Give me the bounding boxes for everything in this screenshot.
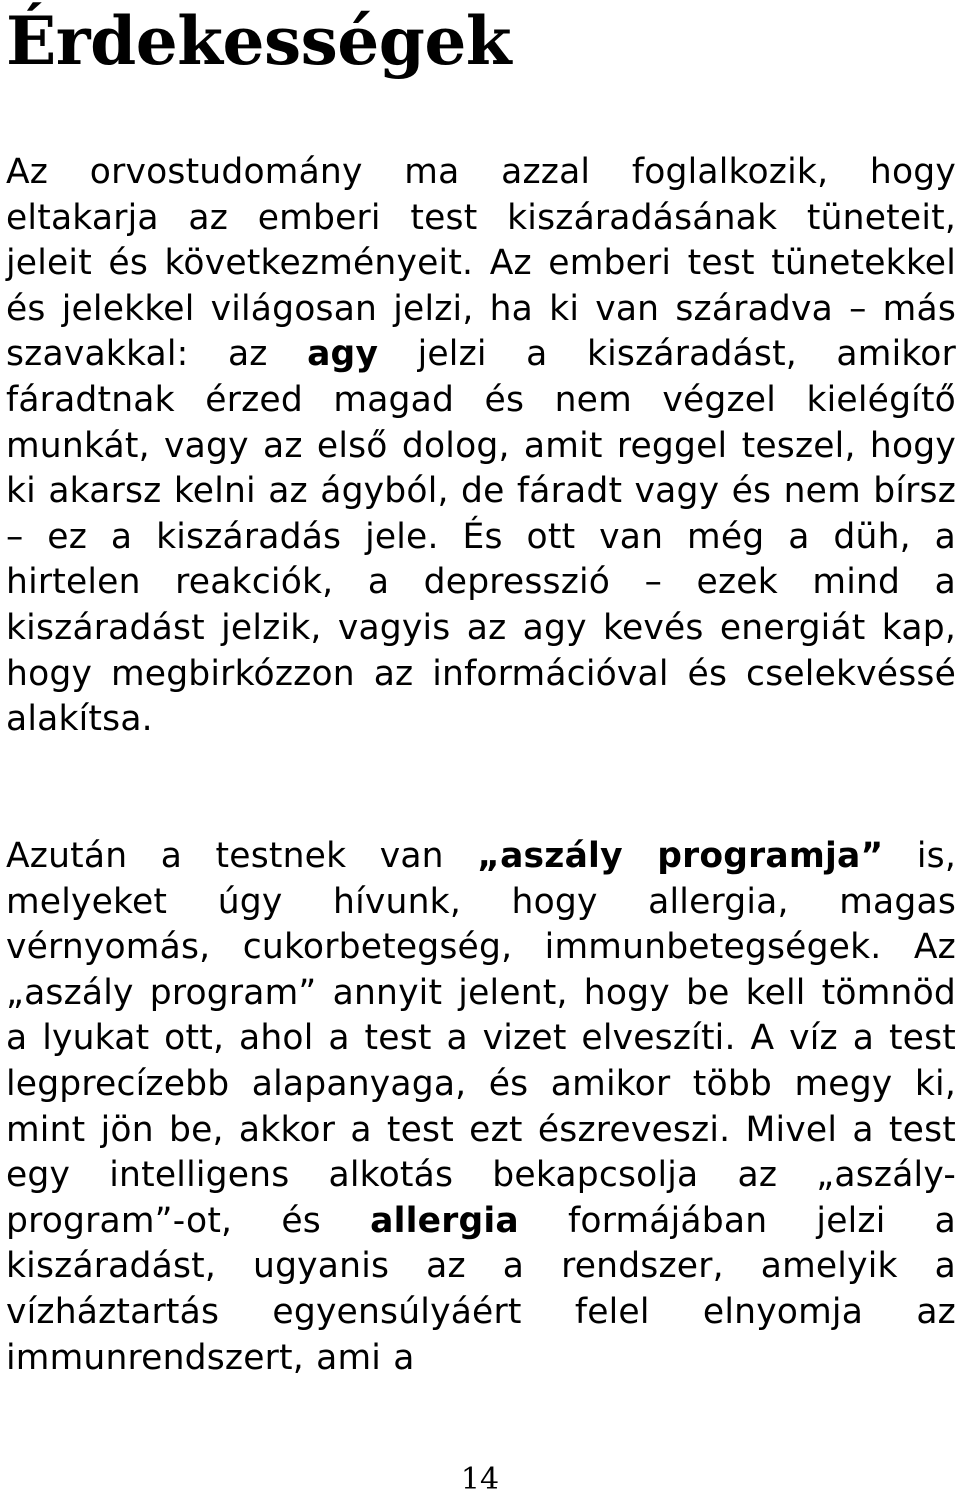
bold-term-aszaly-programja: „aszály programja” bbox=[477, 836, 884, 876]
paragraph-1-text-2: jelzi a kiszáradást, amikor fáradtnak érzed magad és nem végzel kielégítő munkát, vagy az első dolog, amit reggel teszel, hogy ki akarsz kelni az ágyból, de fáradt vagy és nem bírsz – ez a kiszáradás jele. És ott van még a düh, a hirtelen reakciók, a depresszió – ezek mind a kiszáradást jelzik, vagyis az agy kevés energiát kap, hogy megbirkózzon az információval és cselekvéssé alakítsa. bbox=[6, 334, 957, 740]
paragraph-2-text-2: is, melyeket úgy hívunk, hogy allergia, magas vérnyomás, cukorbetegség, immunbetegségek. Az „aszály program” annyit jelent, hogy be kell tömnöd a lyukat ott, ahol a test a vizet elveszíti. A víz a test legprecízebb alapanyaga, és amikor több megy ki, mint jön be, akkor a test ezt észreveszi. Mivel a test egy intelligens alkotás bekapcsolja az „aszály-program”-ot, és bbox=[6, 836, 956, 1241]
page-number: 14 bbox=[460, 1462, 500, 1497]
paragraph-1-text-1: Az orvostudomány ma azzal foglalkozik, hogy eltakarja az emberi test kiszáradásának tüneteit, jeleit és következményeit. Az emberi test tünetekkel és jelekkel világosan jelzi, ha ki van száradva – más szavakkal: az bbox=[6, 152, 956, 375]
bold-term-allergia: allergia bbox=[370, 1200, 519, 1241]
page-title: Érdekességek bbox=[6, 2, 512, 80]
paragraph-2-text-1: Azután a testnek van bbox=[6, 836, 478, 876]
paragraph-2 bbox=[6, 834, 956, 1381]
paragraph-2-text-3: formájában jelzi a kiszáradást, ugyanis az a rendszer, amelyik a vízháztartás egyensúlyáért felel elnyomja az immunrendszert, ami a bbox=[6, 1200, 956, 1378]
bold-term-agy: agy bbox=[307, 334, 379, 375]
paragraph-1 bbox=[6, 150, 956, 743]
